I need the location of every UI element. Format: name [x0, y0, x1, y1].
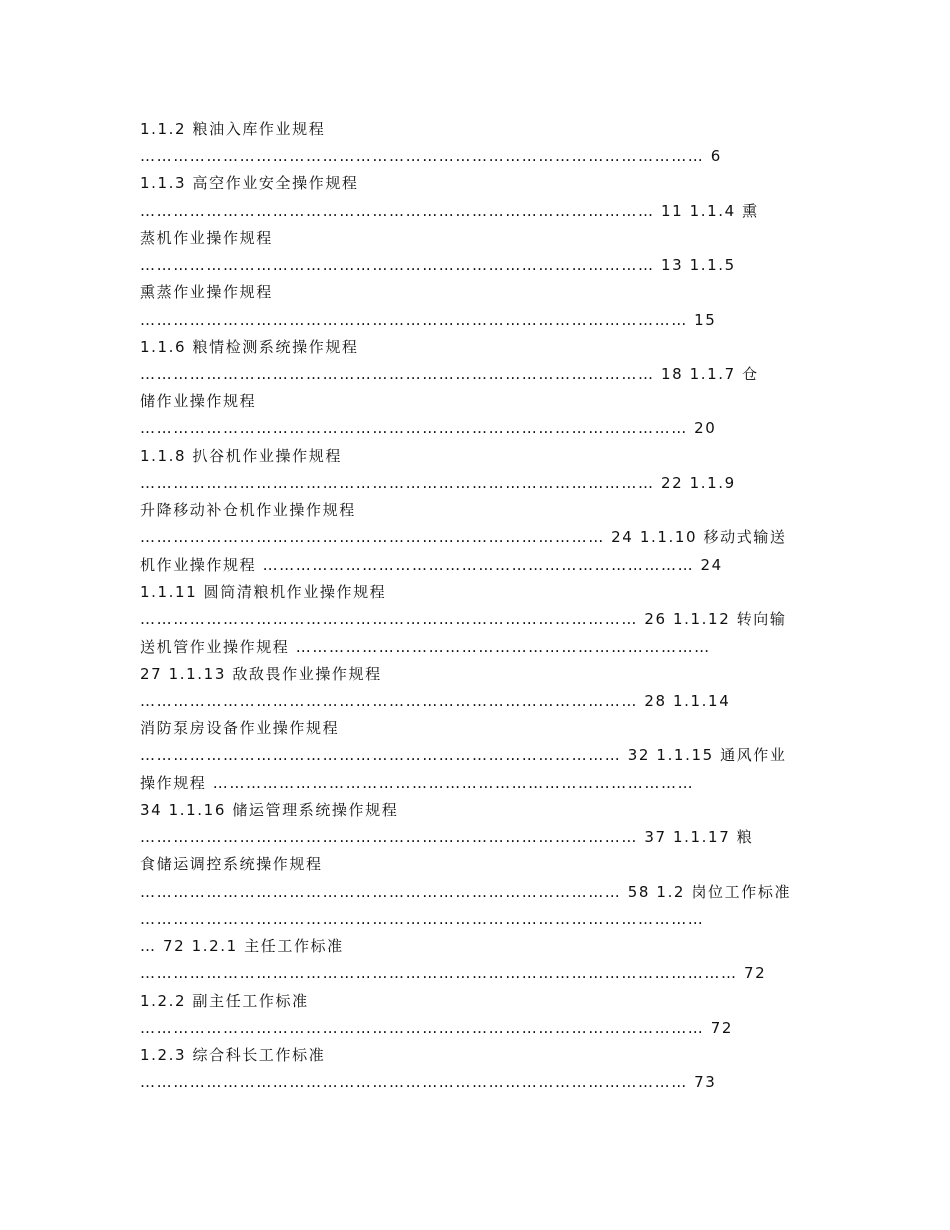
toc-line: ……………………………………………………………………………… 28 1.1.14 [140, 692, 731, 710]
toc-line: ……………………………………………………………………………… 37 1.1.17 粮 [140, 828, 754, 846]
toc-line: 34 1.1.16 储运管理系统操作规程 [140, 801, 399, 819]
toc-line: ………………………………………………………………………………… 22 1.1.9 [140, 474, 736, 492]
toc-line: ………………………………………………………………………………………… [140, 910, 705, 928]
toc-line: 机作业操作规程 …………………………………………………………………… 24 [140, 556, 723, 574]
toc-line: ………………………………………………………………………………………… 72 [140, 1019, 734, 1037]
toc-line: 1.1.2 粮油入库作业规程 [140, 120, 326, 138]
toc-line: 1.1.6 粮情检测系统操作规程 [140, 338, 359, 356]
toc-line: …………………………………………………………………………… 32 1.1.15 通风作业 [140, 746, 787, 764]
toc-line: 食储运调控系统操作规程 [140, 855, 323, 873]
toc-line: 1.2.2 副主任工作标准 [140, 992, 309, 1010]
toc-line: … 72 1.2.1 主任工作标准 [140, 937, 344, 955]
toc-line: ……………………………………………………………………………………… 20 [140, 419, 717, 437]
toc-line: 送机管作业操作规程 ………………………………………………………………… [140, 638, 711, 656]
toc-line: ……………………………………………………………………………… 26 1.1.12 转向输 [140, 610, 787, 628]
toc-line: …………………………………………………………………………… 58 1.2 岗位工作标准 [140, 883, 792, 901]
toc-line: 1.1.3 高空作业安全操作规程 [140, 174, 359, 192]
toc-line: 1.2.3 综合科长工作标准 [140, 1046, 326, 1064]
toc-line: 消防泵房设备作业操作规程 [140, 719, 340, 737]
toc-line: 27 1.1.13 敌敌畏作业操作规程 [140, 665, 382, 683]
toc-line: ………………………………………………………………………………… 18 1.1.7 仓 [140, 365, 759, 383]
toc-line: 蒸机作业操作规程 [140, 229, 273, 247]
toc-line: 储作业操作规程 [140, 392, 257, 410]
toc-line: 1.1.11 圆筒清粮机作业操作规程 [140, 583, 387, 601]
toc-line: ………………………………………………………………………………… 11 1.1.4 熏 [140, 202, 759, 220]
toc-line: 熏蒸作业操作规程 [140, 283, 273, 301]
toc-line: 1.1.8 扒谷机作业操作规程 [140, 447, 342, 465]
toc-line: ……………………………………………………………………………………………… 72 [140, 964, 767, 982]
toc-line: ………………………………………………………………………………………… 6 [140, 147, 722, 165]
toc-line: 操作规程 …………………………………………………………………………… [140, 774, 695, 792]
toc-line: ………………………………………………………………………… 24 1.1.10 移动式输送 [140, 528, 787, 546]
toc-line: ………………………………………………………………………………… 13 1.1.5 [140, 256, 736, 274]
toc-line: ……………………………………………………………………………………… 73 [140, 1073, 717, 1091]
toc-line: ……………………………………………………………………………………… 15 [140, 311, 717, 329]
toc-line: 升降移动补仓机作业操作规程 [140, 501, 356, 519]
